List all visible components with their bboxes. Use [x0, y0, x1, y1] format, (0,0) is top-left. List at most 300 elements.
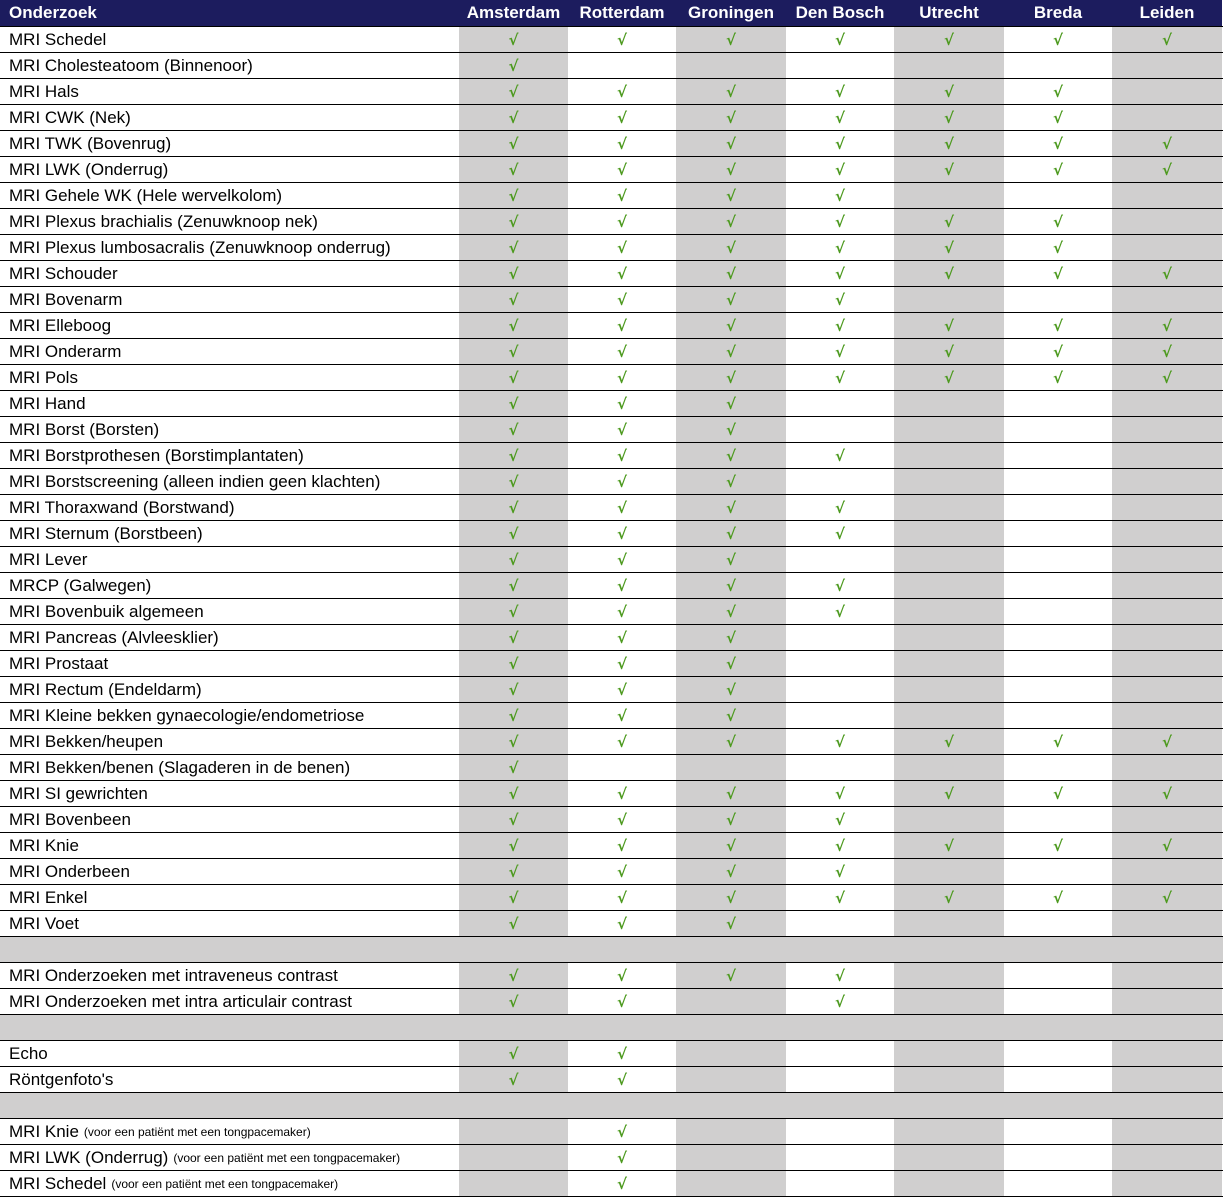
exam-label: MRI Bovenbeen — [9, 809, 131, 829]
availability-cell-breda — [1004, 547, 1112, 572]
checkmark-icon: √ — [725, 836, 736, 855]
availability-cell-amsterdam — [459, 781, 568, 806]
availability-cell-utrecht — [894, 417, 1004, 442]
availability-cell-den-bosch — [786, 391, 894, 416]
availability-cell-groningen — [676, 1119, 786, 1144]
availability-cell-leiden — [1112, 807, 1222, 832]
exam-name — [0, 443, 459, 468]
table-row — [0, 443, 1223, 469]
availability-cell-breda — [1004, 781, 1112, 806]
availability-cell-den-bosch — [786, 911, 894, 936]
checkmark-icon: √ — [725, 706, 736, 725]
checkmark-icon: √ — [725, 108, 736, 127]
availability-cell-utrecht — [894, 131, 1004, 156]
exam-label: Echo — [9, 1043, 48, 1063]
checkmark-icon: √ — [1161, 264, 1172, 283]
availability-cell-groningen — [676, 1171, 786, 1196]
availability-cell-amsterdam — [459, 807, 568, 832]
table-row — [0, 911, 1223, 937]
availability-cell-amsterdam — [459, 1067, 568, 1092]
checkmark-icon: √ — [616, 30, 627, 49]
checkmark-icon: √ — [1052, 30, 1063, 49]
availability-cell-amsterdam — [459, 1041, 568, 1066]
availability-cell-amsterdam — [459, 1119, 568, 1144]
availability-cell-groningen — [676, 1145, 786, 1170]
checkmark-icon: √ — [616, 420, 627, 439]
table-row — [0, 235, 1223, 261]
availability-cell-groningen — [676, 27, 786, 52]
availability-cell-amsterdam — [459, 573, 568, 598]
checkmark-icon: √ — [725, 212, 736, 231]
availability-cell-amsterdam — [459, 859, 568, 884]
checkmark-icon: √ — [725, 966, 736, 985]
availability-cell-breda — [1004, 313, 1112, 338]
checkmark-icon: √ — [943, 264, 954, 283]
checkmark-icon: √ — [725, 524, 736, 543]
availability-cell-den-bosch — [786, 417, 894, 442]
checkmark-icon: √ — [834, 524, 845, 543]
checkmark-icon: √ — [508, 862, 519, 881]
exam-label: MRI LWK (Onderrug) — [9, 159, 169, 179]
availability-cell-leiden — [1112, 911, 1222, 936]
section-spacer — [0, 937, 1223, 963]
checkmark-icon: √ — [725, 654, 736, 673]
checkmark-icon: √ — [834, 82, 845, 101]
checkmark-icon: √ — [725, 186, 736, 205]
availability-cell-leiden — [1112, 131, 1222, 156]
availability-cell-groningen — [676, 911, 786, 936]
checkmark-icon: √ — [1161, 888, 1172, 907]
table-row — [0, 729, 1223, 755]
exam-name — [0, 807, 459, 832]
checkmark-icon: √ — [725, 680, 736, 699]
checkmark-icon: √ — [616, 368, 627, 387]
availability-cell-den-bosch — [786, 443, 894, 468]
exam-label: MRI Prostaat — [9, 653, 109, 673]
checkmark-icon: √ — [725, 784, 736, 803]
checkmark-icon: √ — [1161, 836, 1172, 855]
availability-cell-groningen — [676, 53, 786, 78]
exam-label: MRI Hals — [9, 81, 79, 101]
checkmark-icon: √ — [943, 732, 954, 751]
exam-label: MRI Onderarm — [9, 341, 122, 361]
availability-cell-leiden — [1112, 105, 1222, 130]
availability-cell-amsterdam — [459, 651, 568, 676]
exam-name — [0, 755, 459, 780]
checkmark-icon: √ — [616, 784, 627, 803]
checkmark-icon: √ — [508, 342, 519, 361]
availability-cell-groningen — [676, 755, 786, 780]
availability-cell-breda — [1004, 833, 1112, 858]
checkmark-icon: √ — [725, 264, 736, 283]
checkmark-icon: √ — [616, 1070, 627, 1089]
checkmark-icon: √ — [725, 914, 736, 933]
checkmark-icon: √ — [508, 316, 519, 335]
checkmark-icon: √ — [616, 1148, 627, 1167]
availability-cell-rotterdam — [568, 573, 676, 598]
availability-cell-breda — [1004, 1041, 1112, 1066]
availability-cell-rotterdam — [568, 963, 676, 988]
availability-cell-utrecht — [894, 911, 1004, 936]
exam-name — [0, 703, 459, 728]
availability-cell-utrecht — [894, 963, 1004, 988]
availability-cell-utrecht — [894, 261, 1004, 286]
checkmark-icon: √ — [943, 160, 954, 179]
availability-cell-den-bosch — [786, 781, 894, 806]
availability-cell-amsterdam — [459, 495, 568, 520]
availability-cell-rotterdam — [568, 755, 676, 780]
availability-cell-leiden — [1112, 313, 1222, 338]
availability-cell-utrecht — [894, 53, 1004, 78]
availability-cell-den-bosch — [786, 885, 894, 910]
availability-cell-utrecht — [894, 755, 1004, 780]
availability-cell-amsterdam — [459, 1145, 568, 1170]
checkmark-icon: √ — [725, 30, 736, 49]
availability-cell-leiden — [1112, 1067, 1222, 1092]
table-row — [0, 209, 1223, 235]
exam-label: MRI Knie — [9, 835, 79, 855]
availability-cell-den-bosch — [786, 79, 894, 104]
availability-cell-leiden — [1112, 989, 1222, 1014]
checkmark-icon: √ — [616, 238, 627, 257]
exam-name — [0, 781, 459, 806]
exam-label: MRI Borst (Borsten) — [9, 419, 160, 439]
table-row — [0, 755, 1223, 781]
availability-cell-den-bosch — [786, 53, 894, 78]
availability-cell-den-bosch — [786, 131, 894, 156]
checkmark-icon: √ — [943, 212, 954, 231]
availability-cell-den-bosch — [786, 729, 894, 754]
header-city-amsterdam: Amsterdam — [459, 0, 568, 26]
availability-cell-leiden — [1112, 1145, 1222, 1170]
checkmark-icon: √ — [725, 888, 736, 907]
checkmark-icon: √ — [834, 784, 845, 803]
checkmark-icon: √ — [943, 82, 954, 101]
exam-note: (voor een patiënt met een tongpacemaker) — [83, 1124, 311, 1139]
checkmark-icon: √ — [1161, 368, 1172, 387]
availability-cell-leiden — [1112, 1041, 1222, 1066]
availability-cell-rotterdam — [568, 365, 676, 390]
availability-cell-groningen — [676, 807, 786, 832]
checkmark-icon: √ — [834, 810, 845, 829]
availability-cell-groningen — [676, 1067, 786, 1092]
table-row — [0, 469, 1223, 495]
checkmark-icon: √ — [943, 368, 954, 387]
availability-cell-groningen — [676, 469, 786, 494]
table-row — [0, 963, 1223, 989]
availability-cell-amsterdam — [459, 287, 568, 312]
availability-cell-amsterdam — [459, 365, 568, 390]
availability-cell-leiden — [1112, 599, 1222, 624]
exam-name — [0, 53, 459, 78]
exam-name — [0, 339, 459, 364]
exam-name — [0, 547, 459, 572]
availability-cell-breda — [1004, 183, 1112, 208]
availability-cell-rotterdam — [568, 859, 676, 884]
availability-cell-utrecht — [894, 313, 1004, 338]
checkmark-icon: √ — [943, 888, 954, 907]
header-city-den-bosch: Den Bosch — [786, 0, 894, 26]
exam-name — [0, 833, 459, 858]
checkmark-icon: √ — [943, 784, 954, 803]
availability-cell-leiden — [1112, 209, 1222, 234]
exam-name — [0, 963, 459, 988]
exam-label: MRI Onderbeen — [9, 861, 130, 881]
checkmark-icon: √ — [834, 160, 845, 179]
checkmark-icon: √ — [616, 394, 627, 413]
availability-cell-breda — [1004, 443, 1112, 468]
availability-cell-leiden — [1112, 677, 1222, 702]
availability-cell-amsterdam — [459, 989, 568, 1014]
availability-cell-rotterdam — [568, 703, 676, 728]
availability-cell-amsterdam — [459, 729, 568, 754]
checkmark-icon: √ — [834, 238, 845, 257]
checkmark-icon: √ — [834, 290, 845, 309]
exam-label: MRI Schedel — [9, 1173, 107, 1193]
checkmark-icon: √ — [508, 1070, 519, 1089]
availability-cell-breda — [1004, 235, 1112, 260]
checkmark-icon: √ — [1052, 160, 1063, 179]
availability-cell-utrecht — [894, 391, 1004, 416]
checkmark-icon: √ — [616, 966, 627, 985]
checkmark-icon: √ — [834, 966, 845, 985]
exam-name — [0, 209, 459, 234]
exam-label: MRI Enkel — [9, 887, 88, 907]
exam-name — [0, 1119, 459, 1144]
availability-cell-utrecht — [894, 625, 1004, 650]
exam-name — [0, 157, 459, 182]
header-city-groningen: Groningen — [676, 0, 786, 26]
checkmark-icon: √ — [834, 992, 845, 1011]
checkmark-icon: √ — [616, 1174, 627, 1193]
availability-cell-rotterdam — [568, 495, 676, 520]
exam-name — [0, 495, 459, 520]
table-row — [0, 313, 1223, 339]
exam-label: MRI Pols — [9, 367, 78, 387]
checkmark-icon: √ — [508, 56, 519, 75]
checkmark-icon: √ — [725, 576, 736, 595]
checkmark-icon: √ — [508, 420, 519, 439]
availability-cell-rotterdam — [568, 833, 676, 858]
table-row — [0, 183, 1223, 209]
availability-cell-rotterdam — [568, 131, 676, 156]
checkmark-icon: √ — [616, 160, 627, 179]
checkmark-icon: √ — [834, 108, 845, 127]
availability-cell-leiden — [1112, 235, 1222, 260]
checkmark-icon: √ — [834, 30, 845, 49]
table-row — [0, 807, 1223, 833]
checkmark-icon: √ — [1052, 836, 1063, 855]
checkmark-icon: √ — [1161, 732, 1172, 751]
table-row — [0, 1119, 1223, 1145]
checkmark-icon: √ — [616, 706, 627, 725]
availability-cell-rotterdam — [568, 391, 676, 416]
checkmark-icon: √ — [1161, 134, 1172, 153]
availability-cell-den-bosch — [786, 1067, 894, 1092]
availability-cell-breda — [1004, 807, 1112, 832]
availability-cell-groningen — [676, 417, 786, 442]
availability-cell-den-bosch — [786, 807, 894, 832]
availability-cell-leiden — [1112, 859, 1222, 884]
availability-cell-rotterdam — [568, 989, 676, 1014]
exam-label: MRI SI gewrichten — [9, 783, 148, 803]
availability-cell-groningen — [676, 703, 786, 728]
availability-cell-breda — [1004, 1145, 1112, 1170]
availability-cell-den-bosch — [786, 651, 894, 676]
availability-cell-utrecht — [894, 521, 1004, 546]
exam-label: MRI Onderzoeken met intra articulair contrast — [9, 991, 352, 1011]
availability-cell-amsterdam — [459, 417, 568, 442]
checkmark-icon: √ — [616, 446, 627, 465]
availability-cell-den-bosch — [786, 365, 894, 390]
checkmark-icon: √ — [725, 472, 736, 491]
checkmark-icon: √ — [725, 628, 736, 647]
availability-cell-den-bosch — [786, 495, 894, 520]
table-row — [0, 79, 1223, 105]
availability-cell-amsterdam — [459, 339, 568, 364]
table-row — [0, 27, 1223, 53]
availability-cell-breda — [1004, 27, 1112, 52]
exam-name — [0, 469, 459, 494]
table-row — [0, 989, 1223, 1015]
exam-name — [0, 105, 459, 130]
checkmark-icon: √ — [725, 134, 736, 153]
checkmark-icon: √ — [508, 212, 519, 231]
table-row — [0, 261, 1223, 287]
availability-cell-den-bosch — [786, 989, 894, 1014]
exam-label: MRI Cholesteatoom (Binnenoor) — [9, 55, 253, 75]
exam-label: MRI Schedel — [9, 29, 107, 49]
availability-cell-breda — [1004, 521, 1112, 546]
checkmark-icon: √ — [508, 628, 519, 647]
checkmark-icon: √ — [943, 836, 954, 855]
availability-cell-den-bosch — [786, 209, 894, 234]
availability-cell-rotterdam — [568, 235, 676, 260]
exam-label: MRI Knie — [9, 1121, 79, 1141]
exam-name — [0, 1041, 459, 1066]
availability-cell-den-bosch — [786, 1119, 894, 1144]
availability-cell-utrecht — [894, 1119, 1004, 1144]
availability-cell-den-bosch — [786, 677, 894, 702]
checkmark-icon: √ — [943, 238, 954, 257]
availability-cell-leiden — [1112, 651, 1222, 676]
availability-cell-utrecht — [894, 1171, 1004, 1196]
exam-name — [0, 885, 459, 910]
availability-cell-den-bosch — [786, 755, 894, 780]
availability-cell-den-bosch — [786, 547, 894, 572]
availability-cell-leiden — [1112, 729, 1222, 754]
checkmark-icon: √ — [834, 134, 845, 153]
exam-label: MRI Bovenarm — [9, 289, 123, 309]
section-spacer — [0, 1015, 1223, 1041]
availability-cell-amsterdam — [459, 1171, 568, 1196]
availability-cell-groningen — [676, 79, 786, 104]
availability-cell-groningen — [676, 781, 786, 806]
checkmark-icon: √ — [508, 498, 519, 517]
checkmark-icon: √ — [616, 576, 627, 595]
checkmark-icon: √ — [616, 498, 627, 517]
checkmark-icon: √ — [616, 1122, 627, 1141]
checkmark-icon: √ — [508, 368, 519, 387]
checkmark-icon: √ — [616, 602, 627, 621]
exam-name — [0, 365, 459, 390]
checkmark-icon: √ — [508, 160, 519, 179]
availability-cell-utrecht — [894, 105, 1004, 130]
table-row — [0, 573, 1223, 599]
table-row — [0, 1041, 1223, 1067]
availability-cell-den-bosch — [786, 963, 894, 988]
availability-cell-rotterdam — [568, 1171, 676, 1196]
availability-cell-breda — [1004, 131, 1112, 156]
availability-cell-rotterdam — [568, 625, 676, 650]
availability-cell-utrecht — [894, 27, 1004, 52]
availability-cell-groningen — [676, 859, 786, 884]
availability-cell-den-bosch — [786, 859, 894, 884]
checkmark-icon: √ — [616, 108, 627, 127]
availability-cell-breda — [1004, 989, 1112, 1014]
availability-cell-breda — [1004, 53, 1112, 78]
exam-label: MRI Onderzoeken met intraveneus contrast — [9, 965, 338, 985]
exam-label: MRI Borstscreening (alleen indien geen klachten) — [9, 471, 381, 491]
checkmark-icon: √ — [725, 498, 736, 517]
availability-cell-leiden — [1112, 495, 1222, 520]
availability-cell-groningen — [676, 833, 786, 858]
checkmark-icon: √ — [508, 706, 519, 725]
availability-cell-groningen — [676, 651, 786, 676]
checkmark-icon: √ — [834, 342, 845, 361]
exam-label: MRI Rectum (Endeldarm) — [9, 679, 202, 699]
checkmark-icon: √ — [616, 212, 627, 231]
availability-cell-breda — [1004, 261, 1112, 286]
availability-cell-rotterdam — [568, 53, 676, 78]
exam-name — [0, 625, 459, 650]
availability-cell-utrecht — [894, 339, 1004, 364]
availability-cell-amsterdam — [459, 235, 568, 260]
availability-cell-den-bosch — [786, 521, 894, 546]
checkmark-icon: √ — [508, 264, 519, 283]
availability-cell-groningen — [676, 261, 786, 286]
checkmark-icon: √ — [834, 186, 845, 205]
availability-cell-breda — [1004, 365, 1112, 390]
checkmark-icon: √ — [725, 82, 736, 101]
checkmark-icon: √ — [1052, 82, 1063, 101]
availability-cell-utrecht — [894, 1145, 1004, 1170]
availability-cell-utrecht — [894, 989, 1004, 1014]
availability-cell-amsterdam — [459, 105, 568, 130]
header-city-utrecht: Utrecht — [894, 0, 1004, 26]
availability-cell-groningen — [676, 105, 786, 130]
table-row — [0, 1145, 1223, 1171]
availability-cell-leiden — [1112, 391, 1222, 416]
exam-note: (voor een patiënt met een tongpacemaker) — [173, 1150, 401, 1165]
availability-cell-breda — [1004, 755, 1112, 780]
availability-cell-groningen — [676, 495, 786, 520]
checkmark-icon: √ — [616, 654, 627, 673]
availability-cell-leiden — [1112, 781, 1222, 806]
availability-cell-breda — [1004, 1067, 1112, 1092]
exam-label: MRI Bekken/heupen — [9, 731, 164, 751]
availability-cell-leiden — [1112, 573, 1222, 598]
exam-label: MRI Schouder — [9, 263, 118, 283]
availability-cell-breda — [1004, 1119, 1112, 1144]
availability-cell-groningen — [676, 313, 786, 338]
availability-cell-leiden — [1112, 417, 1222, 442]
availability-cell-leiden — [1112, 703, 1222, 728]
availability-cell-groningen — [676, 339, 786, 364]
table-row — [0, 1171, 1223, 1197]
availability-cell-breda — [1004, 963, 1112, 988]
exam-name — [0, 417, 459, 442]
